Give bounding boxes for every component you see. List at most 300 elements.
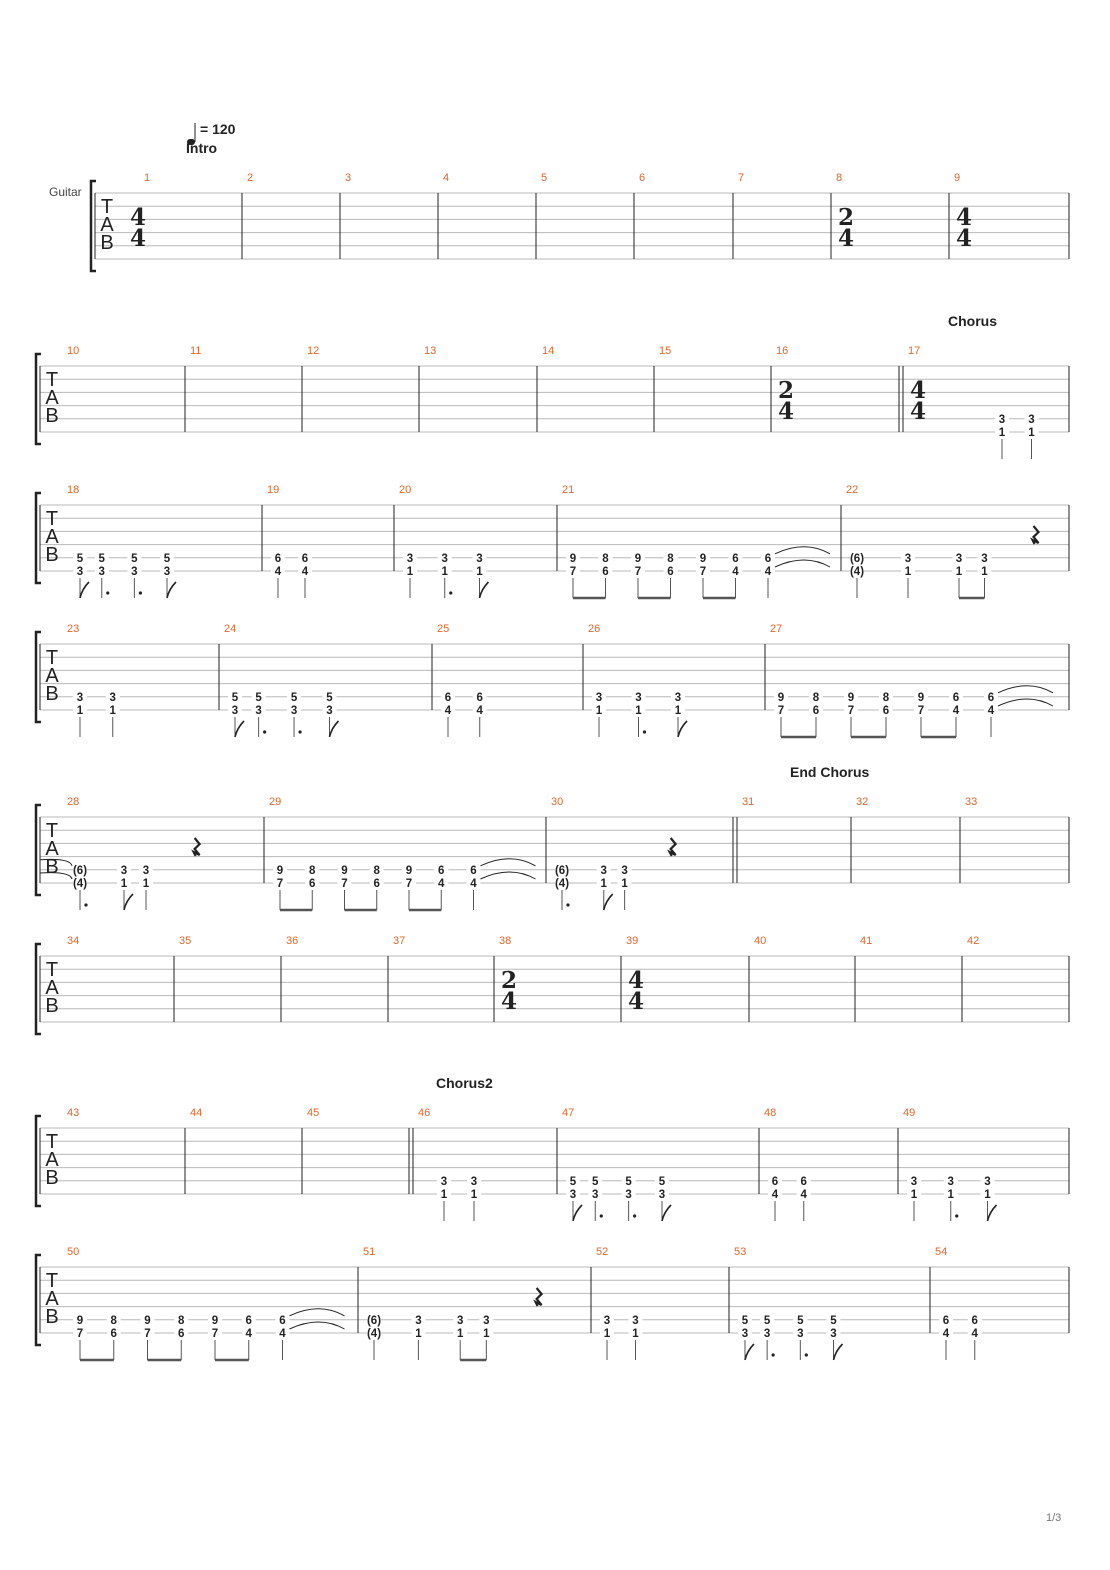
flag-icon: [662, 1205, 671, 1221]
fret-number: 3: [470, 1175, 478, 1188]
time-signature-top: 2: [500, 967, 518, 994]
dot: [955, 1214, 958, 1217]
fret-number: 3: [797, 1328, 804, 1340]
fret-number: 7: [917, 705, 925, 717]
fret-number: 3: [741, 1328, 749, 1340]
fret-number: 3: [998, 413, 1006, 426]
bar-number: 24: [224, 623, 237, 635]
fret-number: 3: [406, 552, 414, 565]
time-signature-bottom: 4: [909, 398, 927, 425]
bar-number: 28: [67, 796, 80, 808]
fret-number: 3: [981, 552, 988, 565]
fret-number: 3: [231, 705, 239, 717]
tab-clef-letter: T: [45, 820, 59, 842]
bar-number: 26: [588, 623, 601, 635]
fret-number: 1: [632, 1328, 639, 1340]
bar-number: 43: [67, 1107, 80, 1119]
tie-arc: [290, 1309, 345, 1316]
bar-number: 12: [307, 345, 320, 357]
fret-number: 3: [674, 691, 682, 704]
fret-number: 3: [600, 864, 607, 877]
bar-number: 10: [67, 345, 80, 357]
fret-number: 9: [276, 864, 284, 877]
time-signature-bottom: 4: [955, 225, 973, 252]
bar-number: 17: [908, 345, 921, 357]
time-signature-top: 2: [837, 204, 855, 231]
flag-icon: [167, 582, 176, 598]
fret-number: 3: [440, 1175, 448, 1188]
fret-number: 3: [290, 705, 298, 717]
dot: [139, 591, 142, 594]
fret-number: 1: [142, 878, 150, 890]
fret-number: 7: [777, 705, 785, 717]
fret-number: 1: [457, 1328, 464, 1340]
bar-number: 18: [67, 484, 80, 496]
section-label: Chorus2: [436, 1075, 493, 1091]
quarter-rest-icon: [536, 1288, 542, 1306]
bar-number: 21: [562, 484, 575, 496]
fret-number: 6: [373, 878, 380, 890]
dot: [643, 730, 646, 733]
fret-number: 6: [987, 691, 995, 704]
bar-number: 25: [437, 623, 450, 635]
bar-number: 29: [269, 796, 282, 808]
fret-number: 4: [476, 705, 483, 717]
fret-number: 3: [658, 1189, 666, 1201]
fret-number: 1: [415, 1328, 422, 1340]
fret-number: 5: [131, 552, 138, 565]
tie-arc: [998, 699, 1053, 706]
bar-number: 19: [267, 484, 280, 496]
fret-number: 5: [741, 1314, 749, 1327]
bar-number: 22: [846, 484, 859, 496]
fret-number: 1: [955, 566, 963, 578]
time-signature-top: 4: [627, 967, 645, 994]
tie-arc: [775, 560, 830, 567]
dot: [298, 730, 301, 733]
time-signature-bottom: 4: [129, 225, 147, 252]
bar-number: 5: [541, 172, 548, 184]
time-signature-top: 4: [909, 377, 927, 404]
fret-number: 1: [674, 705, 682, 717]
fret-number: 9: [777, 691, 785, 704]
tab-clef-letter: B: [100, 232, 114, 254]
fret-number: 3: [441, 552, 448, 565]
fret-number: 4: [800, 1189, 807, 1201]
fret-number: 5: [98, 552, 105, 565]
tie-arc: [481, 859, 536, 866]
bar-number: 34: [67, 935, 80, 947]
fret-number: 4: [470, 878, 477, 890]
tab-clef-letter: A: [45, 387, 59, 409]
fret-number: 8: [110, 1314, 117, 1327]
fret-number: 3: [592, 1189, 599, 1201]
fret-number: 9: [569, 552, 577, 565]
bar-number: 40: [754, 935, 767, 947]
fret-number: 3: [595, 691, 603, 704]
tab-clef-letter: A: [45, 526, 59, 548]
bar-number: 35: [179, 935, 192, 947]
fret-number: 1: [984, 1189, 991, 1201]
dot: [449, 591, 452, 594]
fret-number: 6: [245, 1314, 252, 1327]
fret-number: (6): [72, 864, 88, 877]
fret-number: 1: [1028, 427, 1035, 439]
fret-number: 4: [245, 1328, 252, 1340]
quarter-rest-icon: [1033, 526, 1039, 544]
fret-number: 3: [830, 1328, 837, 1340]
fret-number: (4): [849, 566, 865, 578]
bar-number: 45: [307, 1107, 320, 1119]
tab-clef-letter: B: [45, 1306, 59, 1328]
bar-number: 13: [424, 345, 437, 357]
tab-clef-letter: T: [100, 196, 114, 218]
fret-number: 1: [476, 566, 483, 578]
fret-number: 6: [800, 1175, 807, 1188]
bar-number: 8: [836, 172, 843, 184]
time-signature-bottom: 4: [500, 988, 518, 1015]
flag-icon: [573, 1205, 582, 1221]
page-number: 1/3: [1046, 1512, 1062, 1524]
flag-icon: [124, 894, 133, 910]
instrument-label: Guitar: [49, 185, 82, 199]
fret-number: 1: [600, 878, 607, 890]
fret-number: 4: [301, 566, 309, 578]
fret-number: 6: [110, 1328, 117, 1340]
bar-number: 1: [144, 172, 151, 184]
fret-number: 1: [470, 1189, 478, 1201]
flag-icon: [988, 1205, 997, 1221]
bar-number: 48: [764, 1107, 777, 1119]
fret-number: 3: [109, 691, 116, 704]
tab-clef-letter: B: [45, 995, 59, 1017]
section-label: Intro: [186, 140, 218, 156]
fret-number: 5: [625, 1175, 632, 1188]
tab-clef-letter: A: [45, 665, 59, 687]
bar-number: 3: [345, 172, 352, 184]
fret-number: 3: [131, 566, 138, 578]
fret-number: 4: [952, 705, 960, 717]
fret-number: 6: [438, 864, 445, 877]
fret-number: 3: [763, 1328, 771, 1340]
tab-clef-letter: B: [45, 856, 59, 878]
flag-icon: [80, 582, 89, 598]
bar-number: 49: [903, 1107, 916, 1119]
fret-number: 6: [942, 1314, 950, 1327]
fret-number: 1: [603, 1328, 611, 1340]
staff-system: [36, 1246, 1069, 1360]
tie-arc: [481, 872, 536, 879]
fret-number: 1: [621, 878, 628, 890]
fret-number: 6: [952, 691, 960, 704]
tab-clef-letter: A: [45, 1288, 59, 1310]
fret-number: 3: [457, 1314, 464, 1327]
fret-number: 8: [812, 691, 820, 704]
flag-icon: [604, 894, 613, 910]
bar-number: 41: [860, 935, 873, 947]
time-signature-top: 2: [777, 377, 795, 404]
fret-number: 9: [341, 864, 348, 877]
fret-number: 1: [981, 566, 988, 578]
fret-number: 6: [309, 878, 316, 890]
bar-number: 32: [856, 796, 869, 808]
fret-number: 3: [98, 566, 105, 578]
fret-number: 6: [667, 566, 674, 578]
fret-number: 6: [444, 691, 452, 704]
tab-clef-letter: A: [100, 214, 114, 236]
fret-number: 1: [635, 705, 642, 717]
fret-number: 6: [971, 1314, 978, 1327]
bar-number: 14: [542, 345, 555, 357]
tab-clef-letter: T: [45, 647, 59, 669]
bar-number: 33: [965, 796, 978, 808]
fret-number: 3: [1028, 413, 1035, 426]
fret-number: 3: [625, 1189, 632, 1201]
fret-number: 1: [595, 705, 603, 717]
fret-number: 4: [438, 878, 445, 890]
time-signature-top: 4: [129, 204, 147, 231]
fret-number: 5: [797, 1314, 804, 1327]
fret-number: 3: [142, 864, 150, 877]
fret-number: 7: [341, 878, 348, 890]
tab-clef-letter: A: [45, 1149, 59, 1171]
staff-systems: [36, 140, 1069, 1360]
bar-number: 11: [190, 345, 202, 357]
flag-icon: [480, 582, 489, 598]
fret-number: 6: [301, 552, 309, 565]
fret-number: 6: [279, 1314, 286, 1327]
fret-number: 3: [955, 552, 963, 565]
fret-number: 4: [771, 1189, 779, 1201]
fret-number: 3: [255, 705, 262, 717]
fret-number: 3: [76, 566, 84, 578]
fret-number: 7: [76, 1328, 84, 1340]
fret-number: 6: [178, 1328, 185, 1340]
fret-number: 7: [847, 705, 855, 717]
fret-number: 7: [211, 1328, 219, 1340]
fret-number: 5: [163, 552, 171, 565]
dot: [772, 1353, 775, 1356]
tab-clef-letter: T: [45, 508, 59, 530]
fret-number: 8: [178, 1314, 185, 1327]
fret-number: 3: [163, 566, 171, 578]
fret-number: 9: [211, 1314, 219, 1327]
dot: [263, 730, 266, 733]
time-signature-bottom: 4: [627, 988, 645, 1015]
fret-number: 4: [971, 1328, 978, 1340]
fret-number: 1: [947, 1189, 954, 1201]
fret-number: 5: [76, 552, 84, 565]
quarter-rest-icon: [670, 838, 676, 856]
fret-number: 7: [405, 878, 413, 890]
tab-clef-letter: B: [45, 1167, 59, 1189]
fret-number: 3: [326, 705, 333, 717]
fret-number: 3: [632, 1314, 639, 1327]
tie-arc: [290, 1322, 345, 1329]
bar-number: 27: [770, 623, 783, 635]
bar-number: 53: [734, 1246, 747, 1258]
fret-number: 7: [276, 878, 284, 890]
fret-number: 9: [847, 691, 855, 704]
fret-number: 3: [569, 1189, 577, 1201]
tab-clef-letter: T: [45, 1270, 59, 1292]
bar-number: 16: [776, 345, 789, 357]
dot: [600, 1214, 603, 1217]
bar-number: 4: [443, 172, 450, 184]
fret-number: (6): [366, 1314, 382, 1327]
fret-number: 4: [274, 566, 282, 578]
fret-number: 6: [602, 566, 609, 578]
fret-number: 7: [569, 566, 577, 578]
dot: [633, 1214, 636, 1217]
bar-number: 44: [190, 1107, 203, 1119]
fret-number: 5: [255, 691, 262, 704]
dot: [106, 591, 109, 594]
fret-number: (4): [554, 878, 570, 890]
bar-number: 51: [363, 1246, 376, 1258]
bar-number: 36: [286, 935, 299, 947]
bar-number: 7: [738, 172, 745, 184]
staff-system: [36, 313, 1069, 459]
tab-clef-letter: A: [45, 838, 59, 860]
fret-number: 8: [309, 864, 316, 877]
fret-number: 8: [667, 552, 674, 565]
dot: [805, 1353, 808, 1356]
tie-arc: [998, 686, 1053, 693]
fret-number: 6: [470, 864, 477, 877]
bar-number: 52: [596, 1246, 609, 1258]
fret-number: 5: [592, 1175, 599, 1188]
fret-number: 3: [603, 1314, 611, 1327]
fret-number: 1: [76, 705, 84, 717]
fret-number: 3: [910, 1175, 918, 1188]
fret-number: 5: [658, 1175, 666, 1188]
bar-number: 42: [967, 935, 980, 947]
bar-number: 23: [67, 623, 80, 635]
tab-clef-letter: T: [45, 1131, 59, 1153]
fret-number: 3: [984, 1175, 991, 1188]
tab-clef-letter: B: [45, 405, 59, 427]
fret-number: 6: [476, 691, 483, 704]
dot: [566, 903, 569, 906]
fret-number: 4: [987, 705, 995, 717]
fret-number: 3: [476, 552, 483, 565]
section-label: Chorus: [948, 313, 997, 329]
fret-number: 1: [120, 878, 128, 890]
fret-number: 3: [635, 691, 642, 704]
bar-number: 46: [418, 1107, 431, 1119]
staff-system: [36, 1075, 1069, 1221]
fret-number: 6: [812, 705, 820, 717]
fret-number: 5: [326, 691, 333, 704]
fret-number: 1: [109, 705, 116, 717]
bar-number: 38: [499, 935, 512, 947]
staff-system: [36, 935, 1069, 1034]
time-signature-bottom: 4: [837, 225, 855, 252]
staff-system: [36, 764, 1069, 910]
fret-number: 3: [120, 864, 128, 877]
fret-number: 6: [882, 705, 890, 717]
fret-number: 9: [144, 1314, 151, 1327]
fret-number: 5: [763, 1314, 771, 1327]
bar-number: 9: [954, 172, 961, 184]
fret-number: 1: [910, 1189, 918, 1201]
fret-number: 9: [76, 1314, 84, 1327]
fret-number: 4: [764, 566, 772, 578]
fret-number: 5: [290, 691, 298, 704]
staff-system: [91, 140, 1069, 271]
fret-number: 1: [440, 1189, 448, 1201]
bar-number: 6: [639, 172, 646, 184]
fret-number: 8: [602, 552, 609, 565]
flag-icon: [745, 1344, 754, 1360]
fret-number: 6: [732, 552, 739, 565]
fret-number: 5: [830, 1314, 837, 1327]
flag-icon: [834, 1344, 843, 1360]
bar-number: 39: [626, 935, 639, 947]
time-signature-top: 4: [955, 204, 973, 231]
section-label: End Chorus: [790, 764, 870, 780]
tab-clef-letter: T: [45, 369, 59, 391]
fret-number: 9: [917, 691, 925, 704]
fret-number: 9: [634, 552, 642, 565]
fret-number: 4: [279, 1328, 286, 1340]
fret-number: 3: [76, 691, 84, 704]
bar-number: 20: [399, 484, 412, 496]
tie-arc: [775, 547, 830, 554]
dot: [84, 903, 87, 906]
fret-number: 3: [483, 1314, 490, 1327]
fret-number: 3: [904, 552, 912, 565]
bar-number: 31: [742, 796, 755, 808]
fret-number: 3: [621, 864, 628, 877]
staff-system: [36, 623, 1069, 737]
fret-number: 1: [904, 566, 912, 578]
bar-number: 47: [562, 1107, 575, 1119]
fret-number: 1: [483, 1328, 490, 1340]
fret-number: 4: [732, 566, 739, 578]
tab-clef-letter: B: [45, 544, 59, 566]
tempo-value: = 120: [200, 121, 236, 137]
fret-number: 1: [441, 566, 448, 578]
tab-clef-letter: T: [45, 959, 59, 981]
fret-number: 4: [444, 705, 452, 717]
flag-icon: [330, 721, 339, 737]
fret-number: 7: [634, 566, 642, 578]
fret-number: 9: [405, 864, 413, 877]
fret-number: 9: [699, 552, 707, 565]
fret-number: (4): [366, 1328, 382, 1340]
bar-number: 54: [935, 1246, 948, 1258]
fret-number: 3: [415, 1314, 422, 1327]
fret-number: 7: [699, 566, 707, 578]
quarter-rest-icon: [194, 838, 200, 856]
fret-number: 8: [373, 864, 380, 877]
staff-system: [36, 484, 1069, 598]
fret-number: 4: [942, 1328, 950, 1340]
fret-number: 8: [882, 691, 890, 704]
tab-clef-letter: B: [45, 683, 59, 705]
fret-number: 1: [406, 566, 414, 578]
fret-number: 6: [764, 552, 772, 565]
bar-number: 15: [659, 345, 672, 357]
bar-number: 30: [551, 796, 564, 808]
fret-number: (6): [554, 864, 570, 877]
time-signature-bottom: 4: [777, 398, 795, 425]
tab-clef-letter: A: [45, 977, 59, 999]
bar-number: 50: [67, 1246, 80, 1258]
fret-number: 6: [274, 552, 282, 565]
